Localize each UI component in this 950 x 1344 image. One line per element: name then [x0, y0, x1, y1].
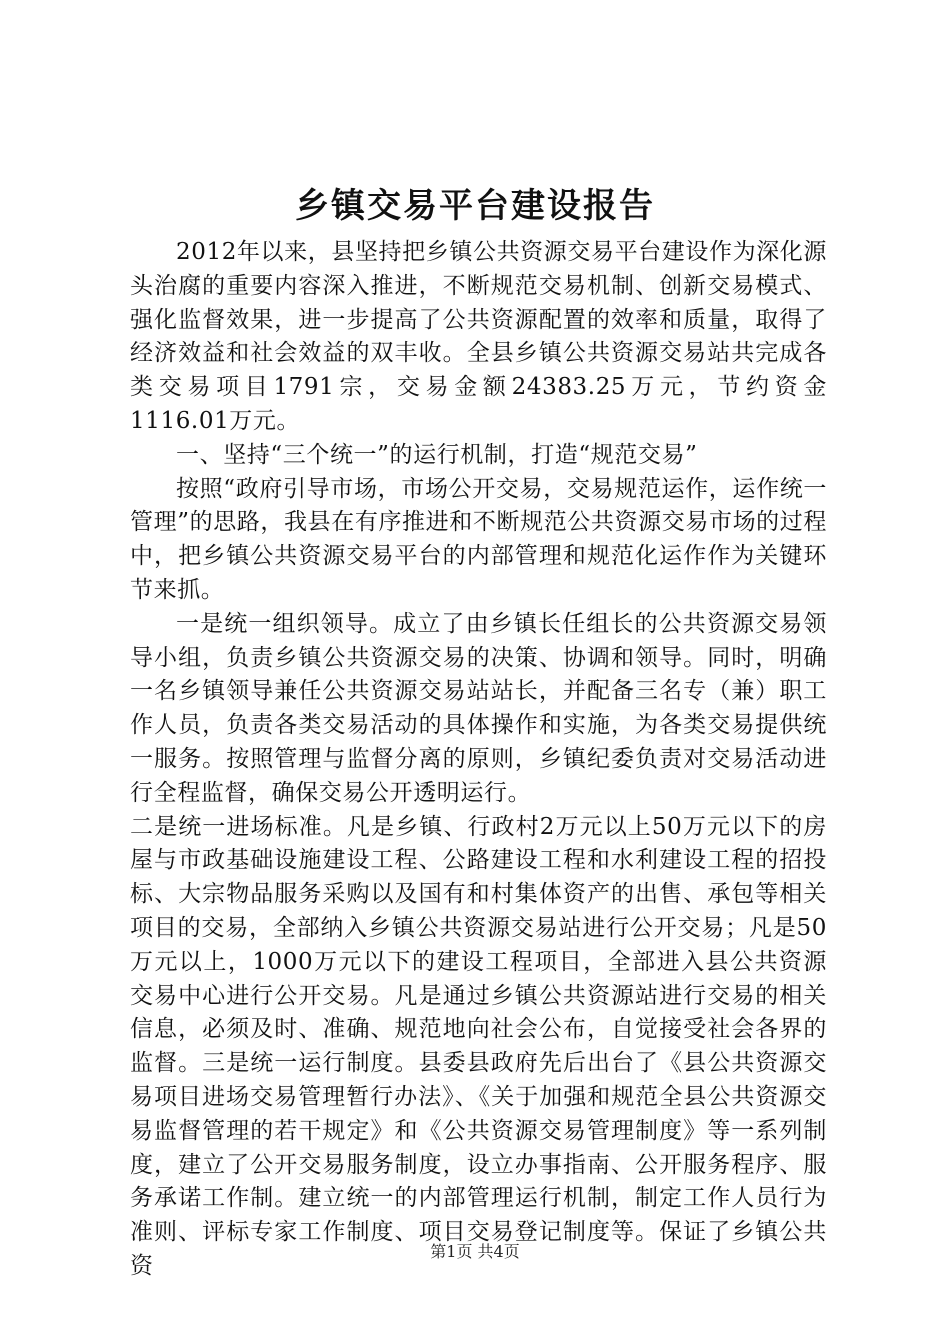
document-title: 乡镇交易平台建设报告 — [295, 186, 655, 226]
paragraph-principle: 按照“政府引导市场，市场公开交易，交易规范运作，运作统一管理”的思路，我县在有序推进和不断规范公共资源交易市场的过程中，把乡镇公共资源交易平台的内部管理和规范化运作作为关键环节来抓。 — [130, 475, 827, 603]
document-body — [130, 236, 827, 1284]
section-heading-1: 一、坚持“三个统一”的运行机制，打造“规范交易” — [176, 441, 698, 468]
paragraph-unified-standards: 二是统一进场标准。凡是乡镇、行政村2万元以上50万元以下的房屋与市政基础设施建设工程、公路建设工程和水利建设工程的招投标、大宗物品服务采购以及国有和村集体资产的出售、承包等相关项目的交易，全部纳入乡镇公共资源交易站进行公开交易；凡是50万元以上，1000万元以下的建设工程项目，全部进入县公共资源交易中心进行公开交易。凡是通过乡镇公共资源站进行交易的相关信息，必须及时、准确、规范地向社会公布，自觉接受社会各界的监督。三是统一运行制度。县委县政府先后出台了《县公共资源交易项目进场交易管理暂行办法》、《关于加强和规范全县公共资源交易监督管理的若干规定》和《公共资源交易管理制度》等一系列制度，建立了公开交易服务制度，设立办事指南、公开服务程序、服务承诺工作制。建立统一的内部管理运行机制，制定工作人员行为准则、评标专家工作制度、项目交易登记制度等。保证了乡镇公共资 — [130, 813, 827, 1279]
paragraph-unified-leadership: 一是统一组织领导。成立了由乡镇长任组长的公共资源交易领导小组，负责乡镇公共资源交易的决策、协调和领导。同时，明确一名乡镇领导兼任公共资源交易站站长，并配备三名专（兼）职工作人员，负责各类交易活动的具体操作和实施，为各类交易提供统一服务。按照管理与监督分离的原则，乡镇纪委负责对交易活动进行全程监督，确保交易公开透明运行。 — [130, 610, 827, 806]
paragraph-intro: 2012年以来，县坚持把乡镇公共资源交易平台建设作为深化源头治腐的重要内容深入推进，不断规范交易机制、创新交易模式、强化监督效果，进一步提高了公共资源配置的效率和质量，取得了经济效益和社会效益的双丰收。全县乡镇公共资源交易站共完成各类交易项目1791宗，交易金额24383.25万元，节约资金1116.01万元。 — [130, 239, 827, 434]
page-number-footer: 第1页 共4页 — [430, 1242, 520, 1261]
